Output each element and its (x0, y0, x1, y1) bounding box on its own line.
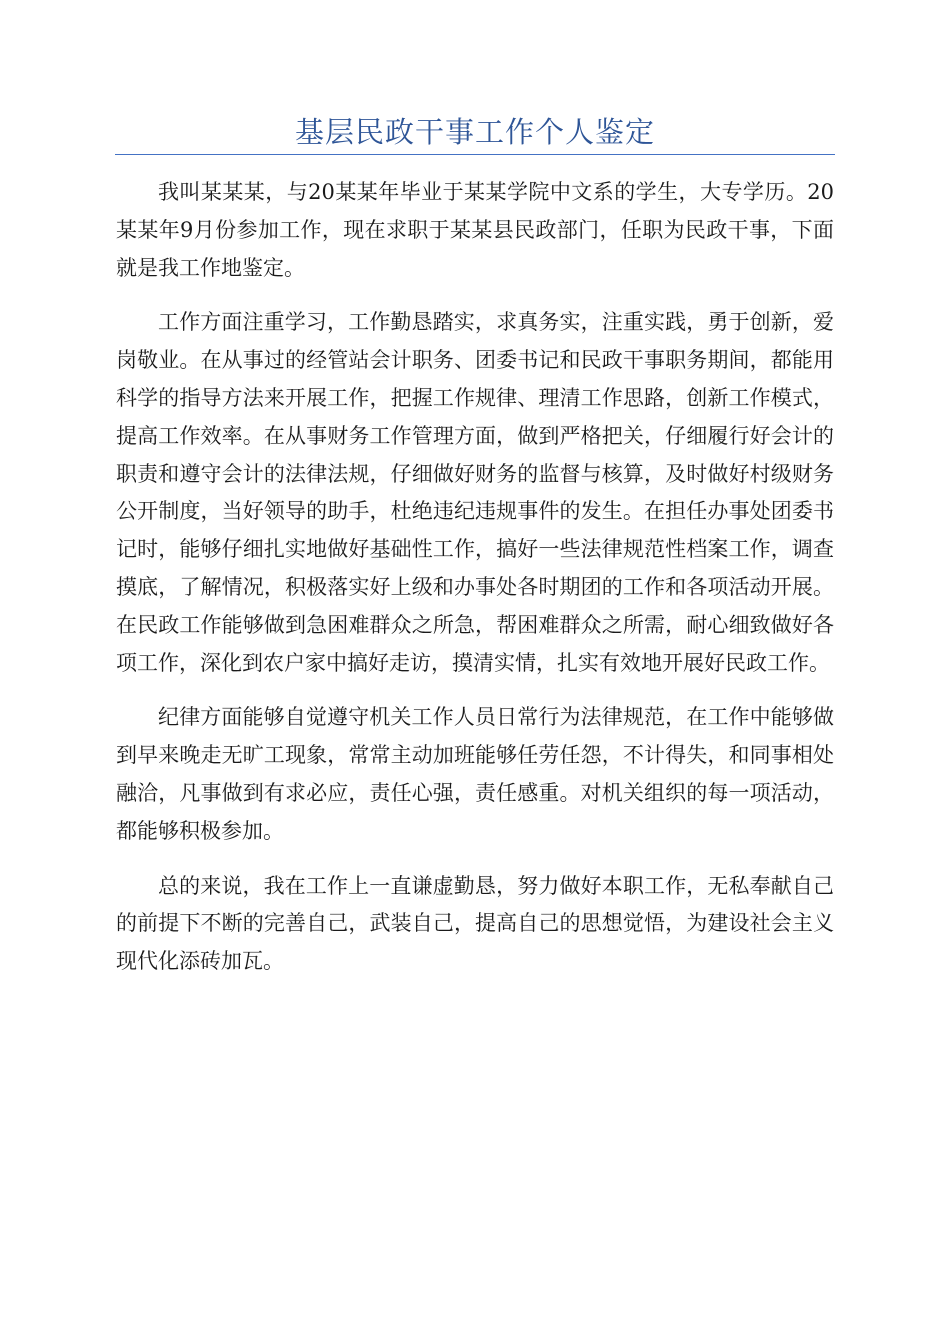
document-title: 基层民政干事工作个人鉴定 (294, 115, 655, 149)
paragraph-summary: 总的来说，我在工作上一直谦虚勤恳，努力做好本职工作，无私奉献自己的前提下不断的完善自己，武装自己，提高自己的思想觉悟，为建设社会主义现代化添砖加瓦。 (116, 873, 834, 974)
paragraph-intro: 我叫某某某，与20某某年毕业于某某学院中文系的学生，大专学历。20某某年9月份参加工作，现在求职于某某县民政部门，任职为民政干事，下面就是我工作地鉴定。 (116, 180, 834, 280)
paragraph-discipline: 纪律方面能够自觉遵守机关工作人员日常行为法律规范，在工作中能够做到早来晚走无旷工现象，常常主动加班能够任劳任怨，不计得失，和同事相处融洽，凡事做到有求必应，责任心强，责任感重。对机关组织的每一项活动，都能够积极参加。 (116, 705, 834, 843)
document-body (116, 174, 834, 998)
title-underline (115, 154, 835, 155)
paragraph-work: 工作方面注重学习，工作勤恳踏实，求真务实，注重实践，勇于创新，爱岗敬业。在从事过的经管站会计职务、团委书记和民政干事职务期间，都能用科学的指导方法来开展工作，把握工作规律、理清工作思路，创新工作模式，提高工作效率。在从事财务工作管理方面，做到严格把关，仔细履行好会计的职责和遵守会计的法律法规，仔细做好财务的监督与核算，及时做好村级财务公开制度，当好领导的助手，杜绝违纪违规事件的发生。在担任办事处团委书记时，能够仔细扎实地做好基础性工作，搞好一些法律规范性档案工作，调查摸底，了解情况，积极落实好上级和办事处各时期团的工作和各项活动开展。在民政工作能够做到急困难群众之所急，帮困难群众之所需，耐心细致做好各项工作，深化到农户家中搞好走访，摸清实情，扎实有效地开展好民政工作。 (116, 310, 834, 675)
